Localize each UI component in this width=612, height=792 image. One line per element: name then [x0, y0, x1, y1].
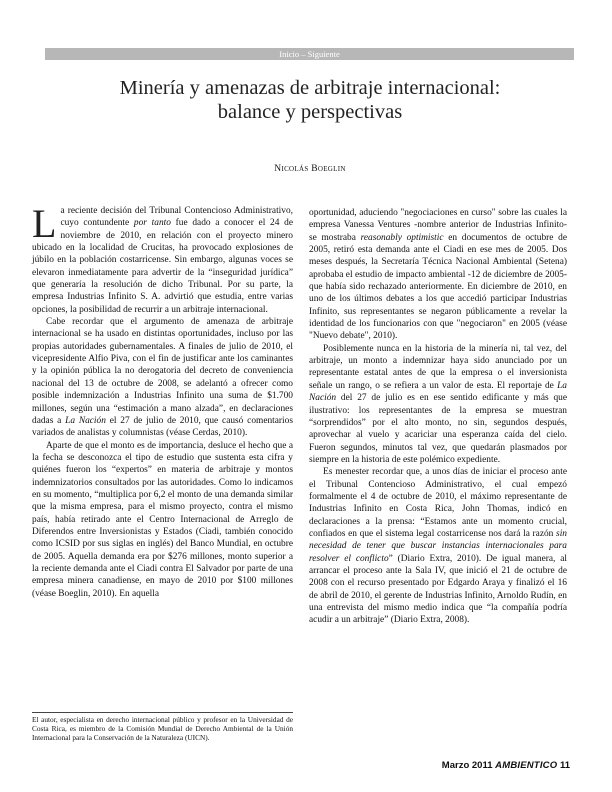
left-column [32, 201, 293, 600]
magazine-name: AMBIENTICO [495, 760, 558, 771]
paragraph-4: oportunidad, aduciendo "negociaciones en curso" sobre las cuales la empresa Vanessa Ventures -nombre anterior de Industrias Infinito- se mostraba reasonably optimistic en documentos de octubre de 2005, retiró esta demanda ante el Ciadi en ese mes de 2005. Dos meses después, la Secretaría Técnica Nacional Ambiental (Setena) aprobaba el estudio de impacto ambiental -12 de diciembre de 2005- que había sido rechazado anteriormente. En diciembre de 2010, en uno de los últimos debates a los que accedió participar Industrias Infinito, sus representantes se negaron públicamente a revelar la identidad de los funcionarios con que "negociaron" en 2005 (véase "Nuevo debate", 2010). [309, 208, 567, 342]
paragraph-2: Cabe recordar que el argumento de amenaza de arbitraje internacional se ha usado en distintas oportunidades, incluso por las propias autoridades gubernamentales. A finales de julio de 2010, el vicepresidente Alfio Piva, con el fin de justificar ante los caminantes y la opinión pública la no derogatoria del decreto de conveniencia nacional del 13 de octubre de 2008, se adelantó a ofrecer como posible indemnización a Industrias Infinito una suma de $1.700 millones, según una “estimación a mano alzada”, en declaraciones dadas a La Nación el 27 de julio de 2010, que causó comentarios variados de analistas y columnistas (véase Cerdas, 2010). [32, 317, 293, 439]
page-number: 11 [559, 760, 570, 771]
drop-cap: L [32, 201, 57, 246]
footnote-divider [32, 712, 293, 713]
paragraph-1: La reciente decisión del Tribunal Contencioso Administrativo, cuyo contundente por tanto fue dado a conocer el 24 de noviembre de 2010, en relación con el proyecto minero ubicado en la localidad de Crucitas, ha provocado explosiones de júbilo en la población costarricense. Sin embargo, algunas voces se elevaron inmediatamente para advertir de la “inseguridad jurídica” que generaría la resolución de dicho Tribunal. Por su parte, la empresa Industrias Infinito S. A. advirtió que estudia, entre varias opciones, la posibilidad de recurrir a un arbitraje internacional. [32, 201, 293, 315]
top-navigation-bar [45, 48, 574, 60]
nav-links[interactable]: Inicio – Siguiente [279, 49, 340, 59]
paragraph-5: Posiblemente nunca en la historia de la minería ni, tal vez, del arbitraje, un monto a indemnizar haya sido anunciado por un representante estatal antes de que la empresa o el inversionista señale un rango, o se refiera a un valor de esta. El reportaje de La Nación del 27 de julio es en ese sentido edificante y más que ilustrativo: los representantes de la empresa se muestran “sorprendidos” por el alto monto, no sin, segundos después, aprovechar al vuelo y acariciar una esperanza caída del cielo. Fueron segundos, minutos tal vez, que quedarán plasmados por siempre en la historia de este polémico expediente. [309, 343, 567, 465]
author-footnote: El autor, especialista en derecho internacional público y profesor en la Universidad de Costa Rica, es miembro de la Comisión Mundial de Derecho Ambiental de la Unión Internacional para la Conservación de la Naturaleza (UICN). [32, 715, 293, 742]
author-name: Nicolás Boeglin [274, 164, 346, 174]
paragraph-3: Aparte de que el monto es de importancia, desluce el hecho que a la fecha se desconozca el tipo de estudio que sustenta esta cifra y quiénes fueron los “expertos” en materia de arbitraje y montos indemnizatorios consultados por las autoridades. Como lo indicamos en su momento, “multiplica por 6,2 el monto de una demanda similar que la misma empresa, para el mismo proyecto, contra el mismo país, había retirado ante el Centro Internacional de Arreglo de Diferendos entre Inversionistas y Estados (Ciadi, también conocido como ICSID por sus siglas en inglés) del Banco Mundial, en octubre de 2005. Aquella demanda era por $276 millones, monto superior a la reciente demanda ante el Ciadi contra El Salvador por parte de una empresa minera canadiense, en mayo de 2010 por $100 millones (véase Boeglin, 2010). En aquella [32, 440, 293, 599]
title-line-2: balance y perspectivas [217, 101, 403, 123]
article-title [40, 76, 580, 124]
page-footer [430, 760, 570, 771]
issue-date: Marzo 2011 [441, 760, 493, 771]
title-line-1: Minería y amenazas de arbitraje internacional: [119, 77, 501, 99]
right-column [309, 207, 567, 627]
paragraph-6: Es menester recordar que, a unos días de iniciar el proceso ante el Tribunal Contencioso Administrativo, el cual empezó formalmente el 4 de octubre de 2010, el máximo representante de Industrias Infinito en Costa Rica, John Thomas, indicó en declaraciones a la prensa: “Estamos ante un momento crucial, confiados en que el sistema legal costarricense nos dará la razón sin necesidad de tener que buscar instancias internacionales para resolver el conflicto” (Diario Extra, 2010). De igual manera, al arrancar el proceso ante la Sala IV, que inició el 21 de octubre de 2008 con el recurso presentado por Edgardo Araya y finalizó el 16 de abril de 2010, el gerente de Industrias Infinito, Arnoldo Rudín, en una entrevista del mismo medio indica que “la compañía podría acudir a un arbitraje” (Diario Extra, 2008). [309, 467, 568, 626]
